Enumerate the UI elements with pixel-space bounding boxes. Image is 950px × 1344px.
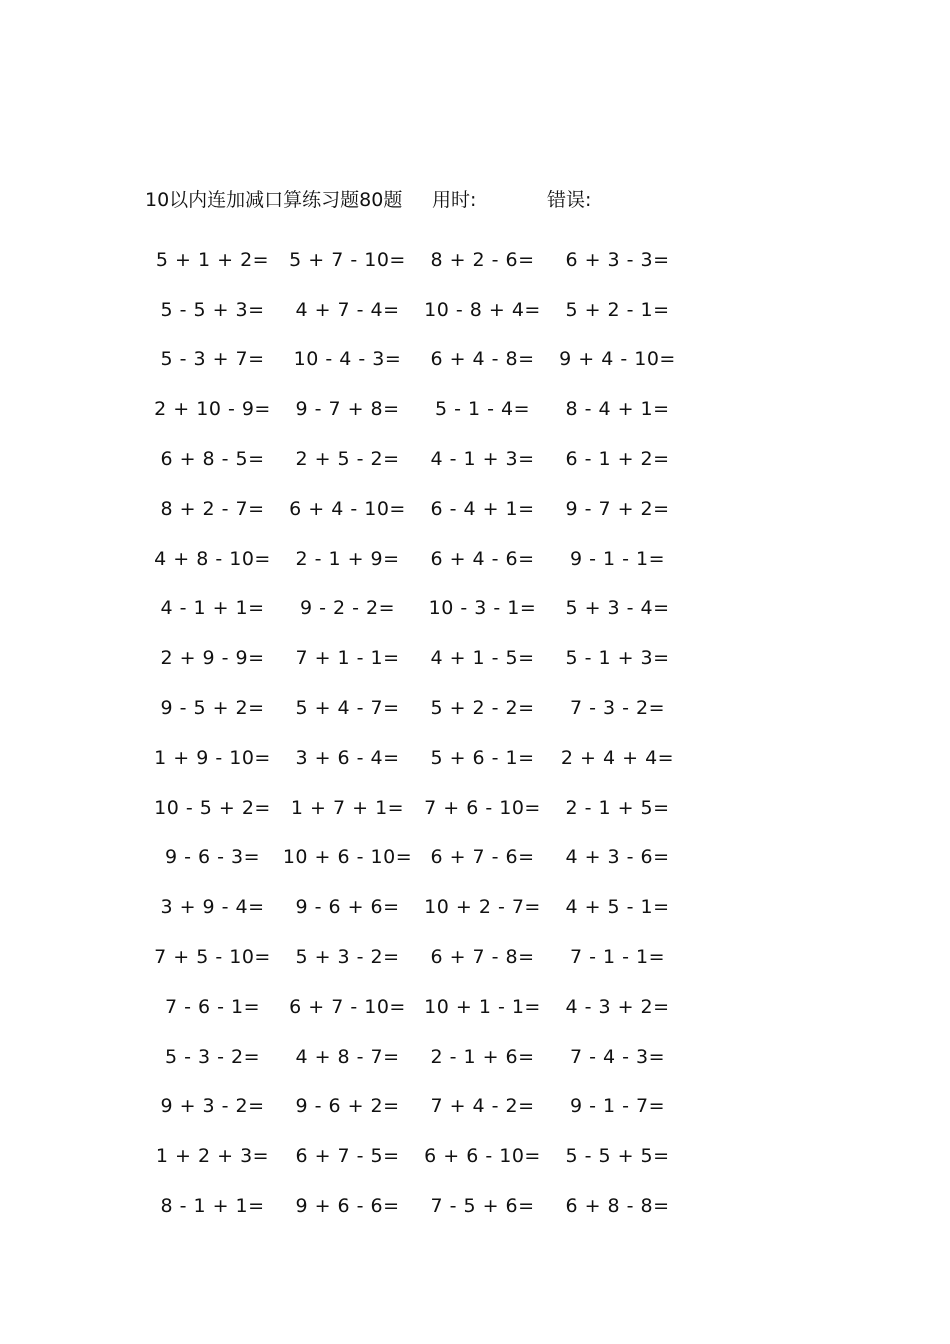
arithmetic-problem: 5 - 5 + 5= [565, 1145, 670, 1168]
arithmetic-problem: 5 - 1 - 4= [434, 398, 531, 421]
arithmetic-problem: 7 + 5 - 10= [154, 946, 271, 969]
arithmetic-problem: 6 + 6 - 10= [424, 1145, 541, 1168]
arithmetic-problem: 9 + 6 - 6= [295, 1195, 400, 1218]
arithmetic-problem: 4 - 3 + 2= [565, 995, 670, 1018]
arithmetic-problem: 5 - 3 + 7= [160, 348, 265, 371]
time-label: 用时: [432, 189, 477, 211]
arithmetic-problem: 4 + 1 - 5= [430, 647, 535, 670]
problem-row [145, 335, 685, 385]
arithmetic-problem: 4 - 1 + 3= [430, 448, 535, 471]
problem-row [145, 534, 685, 584]
arithmetic-problem: 7 + 6 - 10= [424, 796, 541, 819]
problem-row [145, 1032, 685, 1082]
arithmetic-problem: 10 - 4 - 3= [293, 348, 402, 371]
arithmetic-problem: 1 + 2 + 3= [155, 1145, 270, 1168]
arithmetic-problem: 3 + 6 - 4= [295, 746, 400, 769]
arithmetic-problem: 4 + 5 - 1= [565, 896, 670, 919]
arithmetic-problem: 6 + 4 - 6= [430, 547, 535, 570]
errors-label: 错误: [547, 189, 592, 211]
arithmetic-problem: 5 + 2 - 1= [565, 298, 670, 321]
problem-row [145, 633, 685, 683]
arithmetic-problem: 2 - 1 + 6= [430, 1045, 535, 1068]
arithmetic-problem: 3 + 9 - 4= [160, 896, 265, 919]
arithmetic-problem: 7 - 6 - 1= [164, 995, 261, 1018]
arithmetic-problem: 4 - 1 + 1= [160, 597, 265, 620]
arithmetic-problem: 1 + 9 - 10= [154, 746, 271, 769]
arithmetic-problem: 5 + 2 - 2= [430, 697, 535, 720]
arithmetic-problem: 5 + 1 + 2= [155, 248, 270, 271]
problem-row [145, 932, 685, 982]
arithmetic-problem: 6 + 7 - 6= [430, 846, 535, 869]
arithmetic-problem: 10 + 1 - 1= [424, 995, 541, 1018]
arithmetic-problem: 7 + 4 - 2= [430, 1095, 535, 1118]
arithmetic-problem: 2 + 5 - 2= [295, 448, 400, 471]
arithmetic-problem: 6 + 8 - 5= [160, 448, 265, 471]
problem-row [145, 1082, 685, 1132]
arithmetic-problem: 5 + 6 - 1= [430, 746, 535, 769]
arithmetic-problem: 6 + 3 - 3= [565, 248, 670, 271]
problem-row [145, 683, 685, 733]
arithmetic-problem: 6 + 7 - 10= [289, 995, 406, 1018]
arithmetic-problem: 4 + 8 - 10= [154, 547, 271, 570]
problem-row [145, 285, 685, 335]
arithmetic-problem: 10 + 2 - 7= [424, 896, 541, 919]
arithmetic-problem: 9 - 7 + 2= [565, 497, 670, 520]
arithmetic-problem: 4 + 8 - 7= [295, 1045, 400, 1068]
problem-row [145, 733, 685, 783]
arithmetic-problem: 7 - 4 - 3= [569, 1045, 666, 1068]
arithmetic-problem: 5 - 1 + 3= [565, 647, 670, 670]
arithmetic-problem: 9 - 5 + 2= [160, 697, 265, 720]
arithmetic-problem: 5 + 3 - 2= [295, 946, 400, 969]
arithmetic-problem: 6 - 1 + 2= [565, 448, 670, 471]
arithmetic-problem: 6 + 8 - 8= [565, 1195, 670, 1218]
arithmetic-problem: 8 - 1 + 1= [160, 1195, 265, 1218]
problem-row [145, 384, 685, 434]
arithmetic-problem: 7 - 5 + 6= [430, 1195, 535, 1218]
problem-row [145, 484, 685, 534]
problem-row [145, 235, 685, 285]
arithmetic-problem: 9 + 3 - 2= [160, 1095, 265, 1118]
arithmetic-problem: 9 - 6 + 6= [295, 896, 400, 919]
arithmetic-problem: 6 + 4 - 8= [430, 348, 535, 371]
problem-row [145, 783, 685, 833]
arithmetic-problem: 10 + 6 - 10= [282, 846, 413, 869]
arithmetic-problem: 6 - 4 + 1= [430, 497, 535, 520]
arithmetic-problem: 5 - 5 + 3= [160, 298, 265, 321]
problem-row [145, 1181, 685, 1231]
arithmetic-problem: 5 + 7 - 10= [289, 248, 406, 271]
arithmetic-problem: 5 - 3 - 2= [164, 1045, 261, 1068]
arithmetic-problem: 9 - 1 - 7= [569, 1095, 666, 1118]
worksheet-header [145, 186, 665, 214]
arithmetic-problem: 9 - 6 - 3= [164, 846, 261, 869]
arithmetic-problem: 6 + 7 - 5= [295, 1145, 400, 1168]
arithmetic-problem: 5 + 4 - 7= [295, 697, 400, 720]
arithmetic-problem: 8 + 2 - 7= [160, 497, 265, 520]
arithmetic-problem: 7 - 1 - 1= [569, 946, 666, 969]
arithmetic-problem: 4 + 3 - 6= [565, 846, 670, 869]
arithmetic-problem: 1 + 7 + 1= [290, 796, 405, 819]
arithmetic-problem: 4 + 7 - 4= [295, 298, 400, 321]
arithmetic-problem: 8 + 2 - 6= [430, 248, 535, 271]
arithmetic-problem: 6 + 7 - 8= [430, 946, 535, 969]
problem-row [145, 584, 685, 634]
problem-row [145, 833, 685, 883]
worksheet-title: 10以内连加减口算练习题80题 [145, 189, 403, 211]
arithmetic-problem: 10 - 3 - 1= [428, 597, 537, 620]
arithmetic-problem: 9 - 2 - 2= [299, 597, 396, 620]
arithmetic-problem: 5 + 3 - 4= [565, 597, 670, 620]
arithmetic-problem: 2 - 1 + 5= [565, 796, 670, 819]
arithmetic-problem: 9 + 4 - 10= [559, 348, 676, 371]
arithmetic-problem: 8 - 4 + 1= [565, 398, 670, 421]
arithmetic-problem: 7 + 1 - 1= [295, 647, 400, 670]
arithmetic-problem: 10 - 8 + 4= [424, 298, 541, 321]
arithmetic-problem: 2 + 9 - 9= [160, 647, 265, 670]
arithmetic-problem: 2 + 4 + 4= [560, 746, 675, 769]
arithmetic-problem: 7 - 3 - 2= [569, 697, 666, 720]
problem-row [145, 434, 685, 484]
arithmetic-problem: 6 + 4 - 10= [289, 497, 406, 520]
problem-grid [145, 235, 685, 1231]
arithmetic-problem: 2 + 10 - 9= [154, 398, 271, 421]
problem-row [145, 882, 685, 932]
arithmetic-problem: 9 - 1 - 1= [569, 547, 666, 570]
arithmetic-problem: 2 - 1 + 9= [295, 547, 400, 570]
arithmetic-problem: 9 - 7 + 8= [295, 398, 400, 421]
arithmetic-problem: 10 - 5 + 2= [154, 796, 271, 819]
problem-row [145, 1131, 685, 1181]
problem-row [145, 982, 685, 1032]
arithmetic-problem: 9 - 6 + 2= [295, 1095, 400, 1118]
